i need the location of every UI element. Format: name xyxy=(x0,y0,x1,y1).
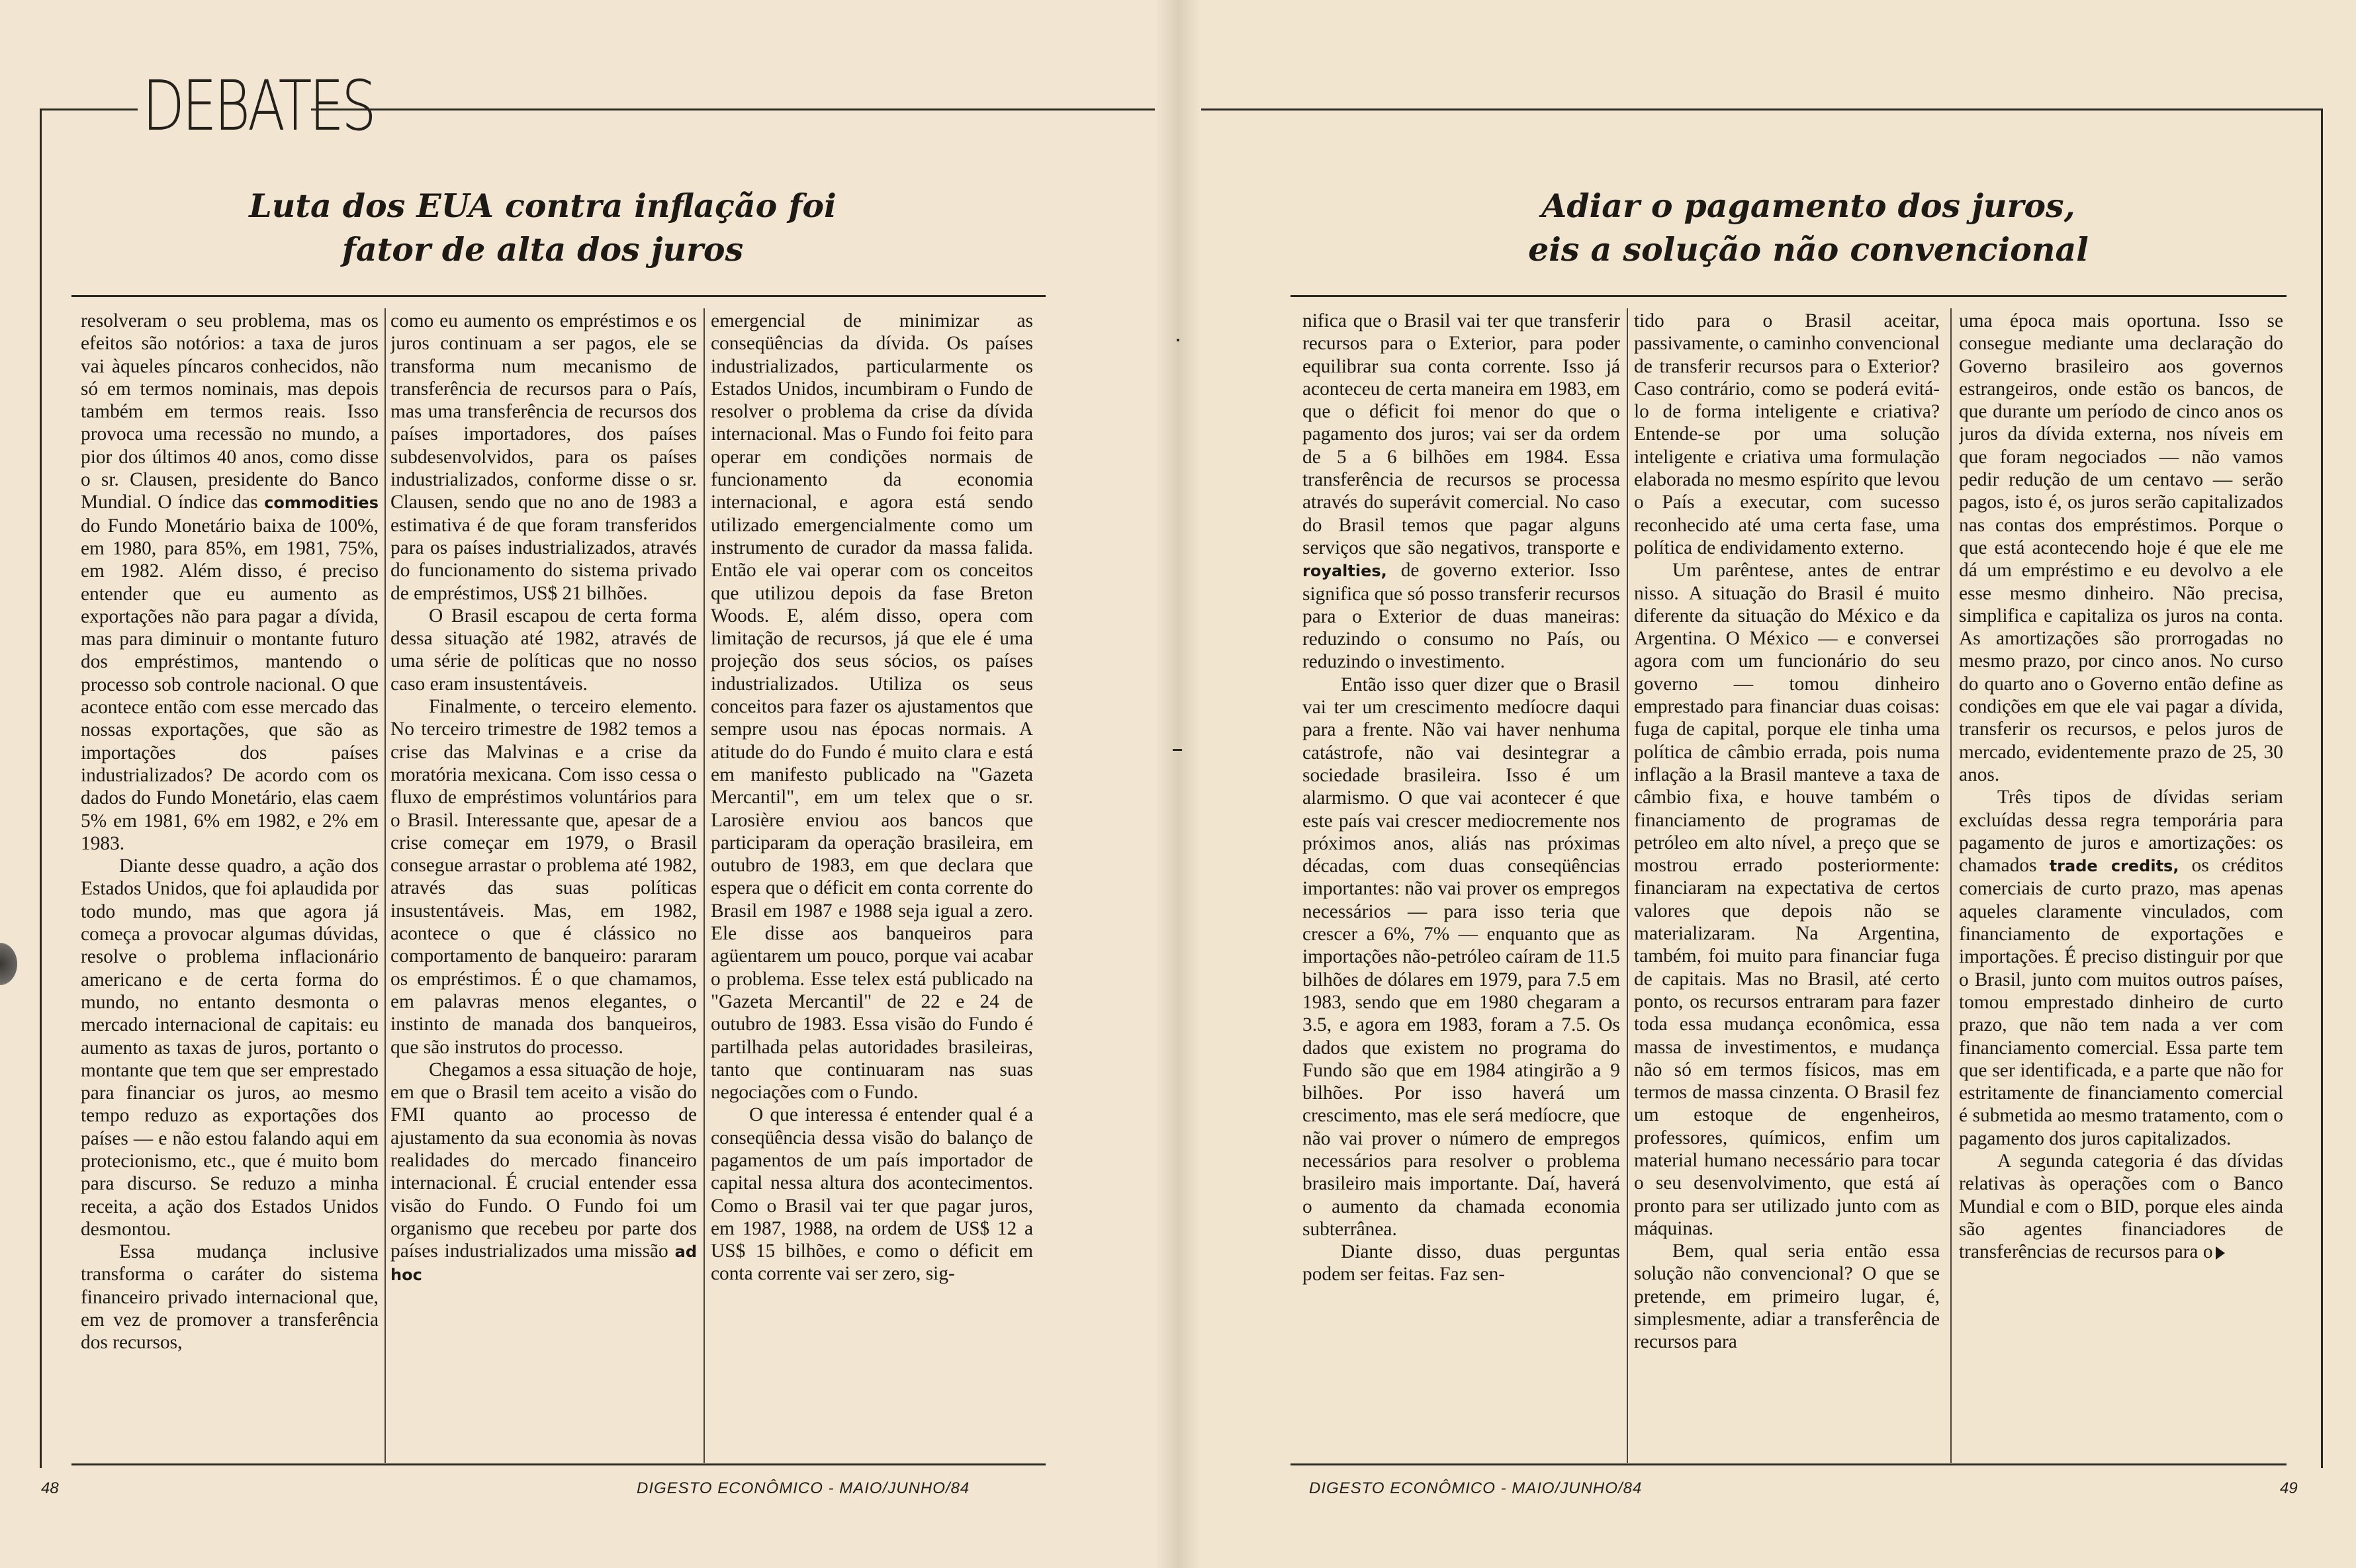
left-frame-rule xyxy=(40,109,42,1468)
paragraph: tido para o Brasil aceitar, passivamente, o caminho convencional de transferir recursos para o Exterior? Caso contrário, como se poderá evitá-lo de forma inteligente e criativa? Entende-se por uma solução inteligente e criativa uma formulação elaborada no mesmo espírito que levou o País a executar, com sucesso reconhecido até uma certa fase, uma política de endividamento externo. xyxy=(1634,310,1940,558)
column-divider xyxy=(1627,308,1628,1463)
paragraph: Diante desse quadro, a ação dos Estados Unidos, que foi aplaudida por todo mundo, mas que agora já começa a provocar algumas dúvidas, resolve o problema inflacionário americano e de certa forma do mundo, no entanto desmonta o mercado internacional de capitais: eu aumento as taxas de juros, portanto o montante que tem que ser emprestado para financiar os juros, ao mesmo tempo reduzo as exportações dos países — e não estou falando aqui em protecionismo, etc., que é muito bom para discurso. Se reduzo a minha receita, a ação dos Estados Unidos desmontou. xyxy=(81,855,379,1240)
paragraph: Essa mudança inclusive transforma o caráter do sistema financeiro privado internacional que, em vez de promover a transferência dos recursos, xyxy=(81,1241,379,1354)
paragraph xyxy=(1959,1150,2283,1263)
paragraph xyxy=(1959,786,2283,1150)
headline-line: fator de alta dos juros xyxy=(341,230,744,269)
right-headline xyxy=(1420,184,2197,271)
article-bottom-rule xyxy=(71,1463,1046,1465)
article-column-1 xyxy=(81,310,379,1461)
text-run: nifica que o Brasil vai ter que transferir recursos para o Exterior, para poder equilibrar sua conta corrente. Isso já aconteceu de certa maneira em 1983, em que o déficit foi menor do que o pagamento dos juros; vai ser da ordem de 5 a 6 bilhões em 1984. Essa transferência de recursos se processa através do superávit comercial. No caso do Brasil temos que pagar alguns serviços que são negativos, transporte e xyxy=(1302,310,1620,558)
text-run: Três tipos de dívidas seriam excluídas dessa regra temporária para pagamento de juros e amortizações: os chamados xyxy=(1959,787,2283,877)
running-footer: DIGESTO ECONÔMICO - MAIO/JUNHO/84 xyxy=(637,1479,970,1497)
print-speck xyxy=(1173,749,1182,751)
article-column-6 xyxy=(1959,310,2283,1461)
paragraph: O Brasil escapou de certa forma dessa situação até 1982, através de uma série de políticas que no nosso caso eram insustentáveis. xyxy=(390,605,697,695)
headline-line: Luta dos EUA contra inflação foi xyxy=(249,187,837,225)
article-top-rule xyxy=(1291,295,2287,297)
page-gutter xyxy=(1155,0,1201,1568)
section-label: DEBATES xyxy=(142,65,374,146)
headline-line: Adiar o pagamento dos juros, xyxy=(1541,187,2075,225)
section-rule xyxy=(40,109,138,110)
bold-term: commodities xyxy=(264,494,379,513)
article-column-3 xyxy=(711,310,1033,1461)
paragraph: Então isso quer dizer que o Brasil vai ter um crescimento medíocre daqui para a frente. Não vai haver nenhuma catástrofe, não vai desintegrar a sociedade brasileira. Isso é um alarmismo. O que vai acontecer é que este país vai crescer mediocremente nos próximos anos, aliás nas próximas décadas, com duas conseqüências importantes: não vai prover os empregos necessários — para isso teria que crescer a 6%, 7% — enquanto que as importações não-petróleo caíram de 11.5 bilhões de dólares em 1979, para 7.5 em 1983, sendo que em 1980 chegaram a 3.5, e agora em 1983, foram a 7.5. Os dados que existem no programa do Fundo são que em 1984 atingirão a 9 bilhões. Por isso haverá um crescimento, mas ele será medíocre, que não vai prover o número de empregos necessários para resolver o problema brasileiro mais importante. Daí, haverá o aumento da chamada economia subterrânea. xyxy=(1302,674,1620,1240)
page-number: 49 xyxy=(2280,1479,2298,1497)
text-run: resolveram o seu problema, mas os efeitos são notórios: a taxa de juros vai àqueles píncaros conhecidos, não só em termos nominais, mas depois também em termos reais. Isso provoca uma recessão no mundo, a pior dos últimos 40 anos, como disse o sr. Clausen, presidente do Banco Mundial. O índice das xyxy=(81,310,379,513)
article-bottom-rule xyxy=(1291,1463,2287,1465)
bold-term: ad hoc xyxy=(390,1242,697,1285)
section-rule xyxy=(311,109,1155,110)
paragraph: Diante disso, duas perguntas podem ser feitas. Faz sen- xyxy=(1302,1241,1620,1285)
continued-arrow-icon xyxy=(2216,1246,2225,1260)
bold-term: royalties, xyxy=(1302,562,1387,581)
print-speck xyxy=(1177,339,1179,341)
headline-line: eis a solução não convencional xyxy=(1528,230,2089,269)
article-column-4 xyxy=(1302,310,1620,1461)
text-run: os créditos comerciais de curto prazo, mas apenas aqueles claramente vinculados, com financiamento de exportações e importações. É preciso distinguir por que o Brasil, junto com muitos outros países, tomou emprestado dinheiro de curto prazo, que não tem nada a ver com financiamento comercial. Essa parte tem que ser identificada, e a parte que não for estritamente de financiamento comercial é submetida ao mesmo tratamento, com o pagamento dos juros capitalizados. xyxy=(1959,855,2283,1149)
paragraph: Bem, qual seria então essa solução não convencional? O que se pretende, em primeiro lugar, é, simplesmente, adiar a transferência de recursos para xyxy=(1634,1241,1940,1353)
paragraph: O que interessa é entender qual é a conseqüência dessa visão do balanço de pagamentos de um país importador de capital nessa altura dos acontecimentos. Como o Brasil vai ter que pagar juros, em 1987, 1988, na ordem de US$ 12 a US$ 15 bilhões, e como o déficit em conta corrente vai ser zero, sig- xyxy=(711,1104,1033,1285)
article-top-rule xyxy=(71,295,1046,297)
column-divider xyxy=(385,308,386,1463)
text-run: Chegamos a essa situação de hoje, em que o Brasil tem aceito a visão do FMI quanto ao processo de ajustamento da sua economia às novas realidades do mercado financeiro internacional. É crucial entender essa visão do Fundo. O Fundo foi um organismo que recebeu por parte dos países industrializados uma missão xyxy=(390,1059,697,1262)
column-divider xyxy=(703,308,705,1463)
text-run: A segunda categoria é das dívidas relativas às operações com o Banco Mundial e com o BID, porque eles ainda são agentes financiadores de transferências de recursos para o xyxy=(1959,1150,2283,1263)
right-frame-rule xyxy=(2321,109,2323,1468)
page-number: 48 xyxy=(41,1479,59,1497)
paragraph: uma época mais oportuna. Isso se consegue mediante uma declaração do Governo brasileiro aos governos estrangeiros, onde estão os bancos, de que durante um período de cinco anos os juros da dívida externa, nos níveis em que foram negociados — não vamos pedir redução de um centavo — serão pagos, isto é, os juros serão capitalizados nas contas dos empréstimos. Porque o que está acontecendo hoje é que ele me dá um empréstimo e eu devolvo a ele esse mesmo dinheiro. Não precisa, simplifica e capitaliza os juros na conta. As amortizações são prorrogadas no mesmo prazo, por cinco anos. No curso do quarto ano o Governo então define as condições em que ele vai pagar a dívida, transferir os recursos, e pelos juros de mercado, evidentemente prazo de 25, 30 anos. xyxy=(1959,310,2283,785)
text-run: do Fundo Monetário baixa de 100%, em 1980, para 85%, em 1981, 75%, em 1982. Além disso, é preciso entender que eu aumento as exportações não para pagar a dívida, mas para diminuir o montante futuro dos empréstimos, mantendo o processo sob controle nacional. O que acontece então com esse mercado das nossas exportações, que são as importações dos países industrializados? De acordo com os dados do Fundo Monetário, elas caem 5% em 1981, 6% em 1982, e 2% em 1983. xyxy=(81,515,379,854)
paragraph: Um parêntese, antes de entrar nisso. A situação do Brasil é muito diferente da situação do México e da Argentina. O México — e conversei agora com um funcionário do seu governo — tomou dinheiro emprestado para financiar duas coisas: fuga de capital, porque ele tinha uma política de câmbio errada, pois numa inflação a la Brasil manteve a taxa de câmbio fixa, e houve também o financiamento de programas de petróleo em alto nível, a preço que se mostrou errado posteriormente: financiaram na expectativa de certos valores que depois não se materializaram. Na Argentina, também, foi muito para financiar fuga de capitais. Mas no Brasil, até certo ponto, os recursos entraram para fazer toda essa mudança econômica, essa massa de investimentos, e mudança não só em termos físicos, mas em termos de massa cinzenta. O Brasil fez um estoque de engenheiros, professores, químicos, enfim um material humano necessário para tocar o seu desenvolvimento, que está aí pronto para ser utilizado junto com as máquinas. xyxy=(1634,560,1940,1239)
paragraph: Finalmente, o terceiro elemento. No terceiro trimestre de 1982 temos a crise das Malvinas e a crise da moratória mexicana. Com isso cessa o fluxo de empréstimos voluntários para o Brasil. Interessante que, apesar de a crise começar em 1979, o Brasil consegue arrastar o problema até 1982, através das suas políticas insustentáveis. Mas, em 1982, acontece o que é clássico no comportamento de banqueiro: pararam os empréstimos. É o que chamamos, em palavras menos elegantes, o instinto de manada dos banqueiros, que são instrutos do processo. xyxy=(390,696,697,1058)
column-divider xyxy=(1950,308,1952,1463)
paragraph: como eu aumento os empréstimos e os juros continuam a ser pagos, ele se transforma num mecanismo de transferência de recursos para o País, mas uma transferência de recursos dos países importadores, dos países subdesenvolvidos, para os países industrializados, conforme disse o sr. Clausen, sendo que no ano de 1983 a estimativa é de que foram transferidos para os países industrializados, através do funcionamento do sistema privado de empréstimos, US$ 21 bilhões. xyxy=(390,310,697,604)
paragraph: emergencial de minimizar as conseqüências da dívida. Os países industrializados, particularmente os Estados Unidos, incumbiram o Fundo de resolver o problema da crise da dívida internacional. Mas o Fundo foi feito para operar em condições normais de funcionamento da economia internacional, e agora está sendo utilizado emergencialmente como um instrumento de curador da massa falida. Então ele vai operar com os conceitos que utilizou depois da fase Breton Woods. E, além disso, opera com limitação de recursos, já que ele é uma projeção dos seus sócios, os países industrializados. Utiliza os seus conceitos para fazer os ajustamentos que sempre usou nas épocas normais. A atitude do do Fundo é muito clara e está em manifesto publicado na "Gazeta Mercantil", em um telex que o sr. Larosière enviou aos bancos que participaram da operação brasileira, em outubro de 1983, em que declara que espera que o déficit em conta corrente do Brasil em 1987 e 1988 seja igual a zero. Ele disse aos banqueiros para agüentarem um pouco, porque vai acabar o problema. Esse telex está publicado na "Gazeta Mercantil" de 22 e 24 de outubro de 1983. Essa visão do Fundo é partilhada pelas autoridades brasileiras, tanto que continuaram nas suas negociações com o Fundo. xyxy=(711,310,1033,1104)
section-rule xyxy=(1201,109,2323,110)
paragraph xyxy=(390,1059,697,1287)
paragraph xyxy=(81,310,379,855)
article-column-2 xyxy=(390,310,697,1461)
bold-term: trade credits, xyxy=(2049,857,2179,876)
left-headline xyxy=(159,184,927,271)
text-run: de governo exterior. Isso significa que só posso transferir recursos para o Exterior de duas maneiras: reduzindo o consumo no País, ou reduzindo o investimento. xyxy=(1302,560,1620,673)
paragraph xyxy=(1302,310,1620,674)
article-column-5 xyxy=(1634,310,1940,1461)
running-footer: DIGESTO ECONÔMICO - MAIO/JUNHO/84 xyxy=(1309,1479,1643,1497)
